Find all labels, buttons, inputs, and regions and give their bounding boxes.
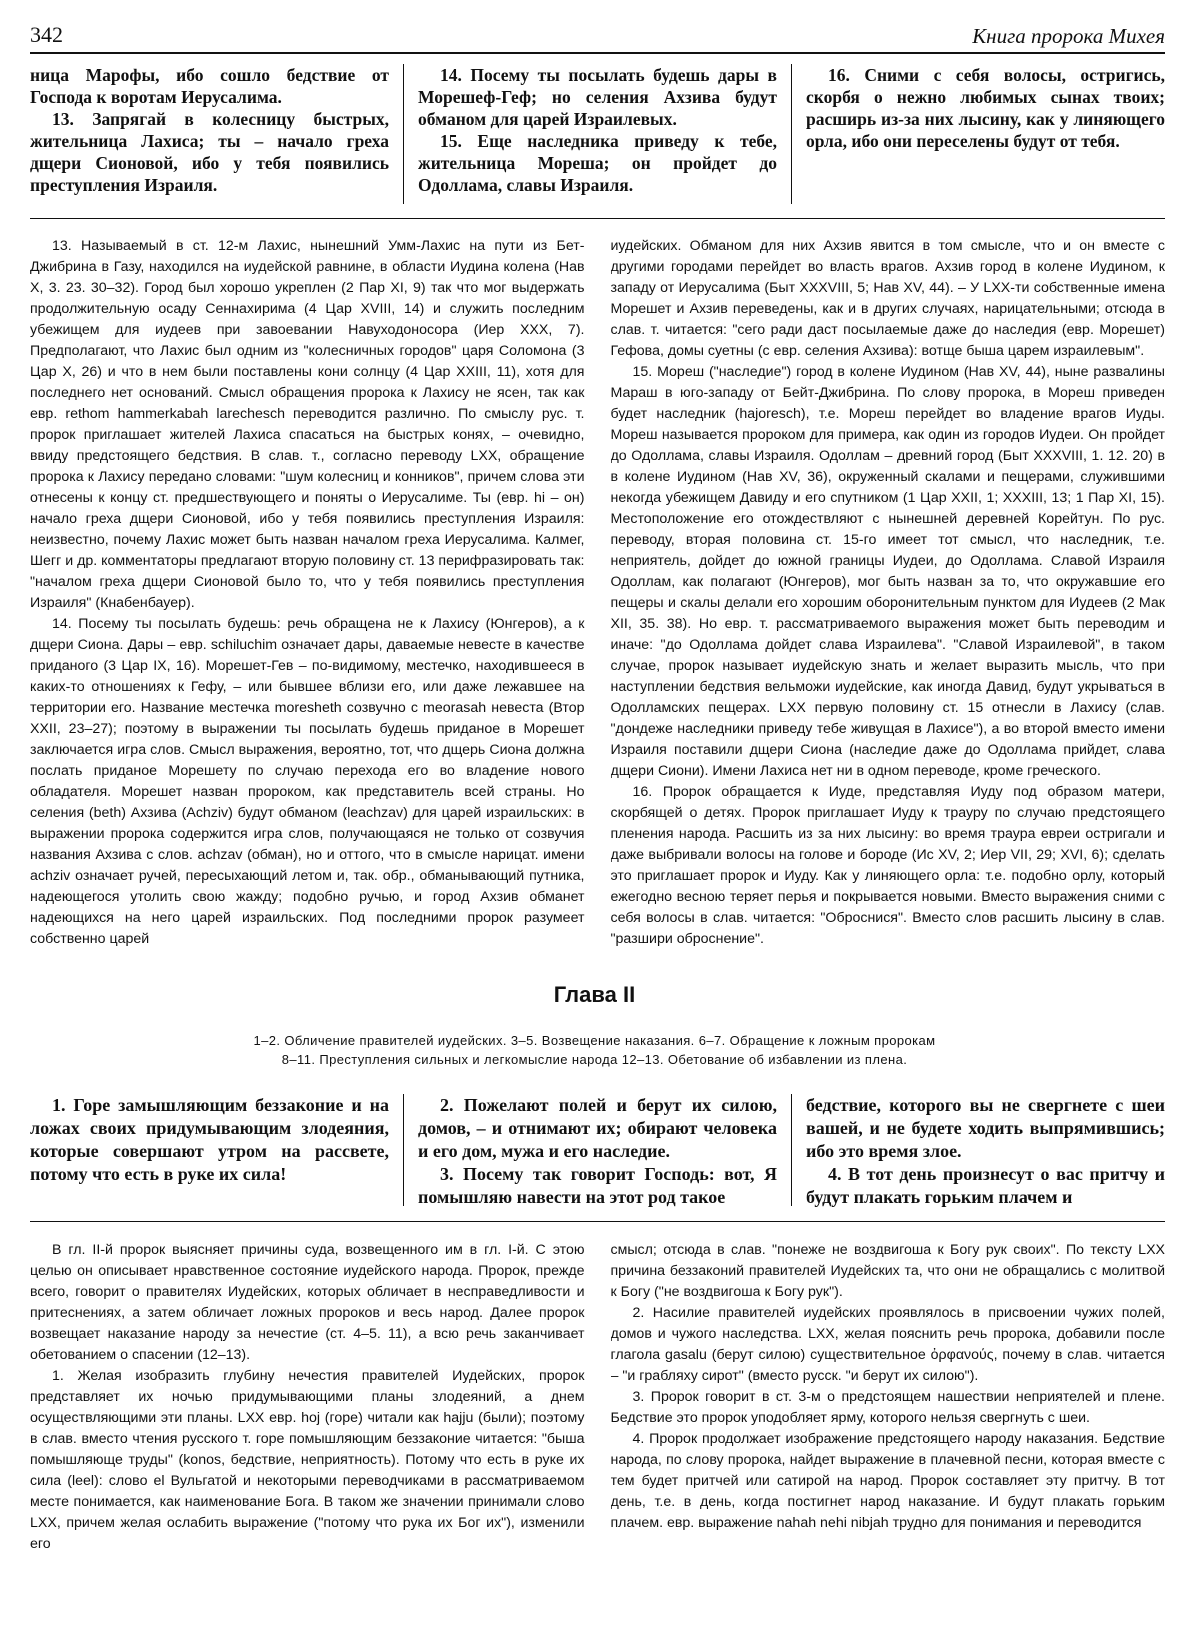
- verse-text: бедствие, которого вы не свергнете с шеи вашей, и не будете ходить выпрямившись; ибо это время злое.: [806, 1095, 1165, 1161]
- verse-text: 2. Пожелают полей и берут их силою, домов, – и отнимают их; обирают человека и его дом, мужа и его наследие.: [418, 1095, 777, 1161]
- commentary-paragraph: 2. Насилие правителей иудейских проявлялось в присвоении чужих полей, домов и чужого наследства. LXX, желая пояснить речь пророка, добавили после глагола gasalu (берут силою) существительное ὀρφανούς, почему в слав. читается – "и грабляху сирот" (вместо русск. "и берут их силою").: [610, 1305, 1165, 1384]
- summary-line: 8–11. Преступления сильных и легкомыслие народа 12–13. Обетование об избавлении из плена.: [281, 1052, 908, 1067]
- page-number: 342: [30, 22, 63, 47]
- chapter-heading: Глава II: [553, 982, 636, 1007]
- commentary-paragraph: В гл. II-й пророк выясняет причины суда, возвещенного им в гл. I-й. С этою целью он описывает нравственное состояние иудейского народа. Пророк, прежде всего, говорит о правителях Иудейских, которых обличает в несправедливости и притеснениях, а затем обличает ложных пророков и весь народ. Далее пророк возвещает наказание народу за нечестие (ст. 4–5. 11), а всю речь заканчивает обетованием о спасении (12–13).: [30, 1242, 585, 1363]
- verse-text: 13. Запрягай в колесницу быстрых, жительница Лахиса; ты – начало греха дщери Сионовой, ибо у тебя появились преступления Израиля.: [30, 109, 389, 195]
- section-divider: [30, 1221, 1165, 1222]
- commentary-paragraph: 15. Мореш ("наследие") город в колене Иудином (Нав XV, 44), ныне развалины Мараш в юго-западу от Бейт-Джибрина. По слову пророка, в Мореш приведен будет наследник (hajoresch), т.е. Мореш перейдет во владение врагов Иуды. Мореш называется пророком для примера, как один из городов Иудеи. Он пройдет до Одоллама, славы Израиля. Одоллам – древний город (Быт XXXVIII, 1. 12. 20) в в колене Иудином (Нав XV, 36), окруженный скалами и пещерами, служившими некогда убежищем Давиду и его спутником (1 Цар XXII, 1; XXXIII, 13; 1 Пар XI, 15). Местоположение его отождествляют с нынешней деревней Корейтун. По рус. переводу, вторая половина ст. 15-го имеет тот смысл, что наследник, т.е. неприятель, дойдет до южной границы Иудеи, до Одоллама. Славой Израиля Одоллам, как полагают (Юнгеров), мог быть назван за то, что окружавшие его пещеры и скалы делали его хорошим оборонительным пунктом для Иудеев (2 Мак XII, 35. 38). Но евр. т. рассматриваемого выражения может быть переводим и иначе: "до Одоллама дойдет слава Израилева". "Славой Израилевой", в таком случае, пророк называет иудейскую знать и желает выразить мысль, что при наступлении бедствия вельможи иудейские, как иногда Давид, будут укрываться в Одолламских пещерах. LXX первую половину ст. 15 отнесли в Лахису (слав. "дондеже наследники приведу тебе живущая в Лахисе"), а во второй вместо имени Израиля поставили дщери Сиона (наследие даже до Одоллама прийдет, слава дщери Сиони). Имени Лахиса нет ни в одном переводе, кроме греческого.: [610, 364, 1165, 779]
- commentary-column-left: [30, 1240, 585, 1628]
- commentary-top: [30, 236, 1165, 956]
- commentary-paragraph: смысл; отсюда в слав. "понеже не воздвигоша к Богу рук своих". По тексту LXX причина беззаконий правителей Иудейских та, что они не обращались с молитвой к Богу ("не воздвигоша к Богу рук").: [610, 1242, 1165, 1300]
- commentary-column-right: [611, 1240, 1166, 1628]
- commentary-paragraph: 13. Называемый в ст. 12-м Лахис, нынешний Умм-Лахис на пути из Бет-Джибрина в Газу, находился на иудейской равнине, в области Иудина колена (Нав X, 3. 23. 30–32). Город был хорошо укреплен (2 Пар XI, 9) так что мог выдержать продолжительную осаду Сеннахирима (4 Цар XVIII, 14) и служить последним убежищем для иудеев при завоевании Навуходоносора (Иер XXX, 7). Предполагают, что Лахис был одним из "колесничных городов" царя Соломона (3 Цар X, 26) и что в нем были поставлены кони солнцу (4 Цар XXIII, 11), хотя для последнего нет оснований. Смысл обращения пророка к Лахису не ясен, так как евр. rethom hammerkabah larechesch переводится различно. По смыслу рус. т. пророк приглашает жителей Лахиса спасаться на быстрых конях, – очевидно, ввиду предстоящего бедствия. В слав. т., согласно переводу LXX, обращение пророка к Лахису передано словами: "шум колесниц и конников", причем слова эти отнесены к концу ст. предшествующего и поняты о Иерусалиме. Ты (евр. hi – он) начало греха дщери Сионовой, ибо у тебя появились преступления Израиля: неизвестно, почему Лахис может быть назван началом греха Иерусалима. Калмег, Шегг и др. комментаторы предлагают вторую половину ст. 13 перифразировать так: "началом греха дщери Сионовой было то, что у тебя появились преступления Израиля" (Кнабенбауер).: [30, 238, 585, 611]
- scripture-verses-bottom: [30, 1094, 1165, 1206]
- verse-text: 4. В тот день произнесут о вас притчу и будут плакать горьким плачем и: [806, 1164, 1165, 1207]
- verse-column-1: [30, 1094, 403, 1206]
- summary-line: 1–2. Обличение правителей иудейских. 3–5. Возвещение наказания. 6–7. Обращение к ложным пророкам: [253, 1033, 936, 1048]
- commentary-column-left: [30, 236, 585, 956]
- commentary-paragraph: 14. Посему ты посылать будешь: речь обращена не к Лахису (Юнгеров), а к дщери Сиона. Дары – евр. schiluchim означает дары, даваемые невесте в качестве приданого (3 Цар IX, 16). Морешет-Гев – по-видимому, местечко, находившееся в каких-то отношениях к Гефу, – или бывшее вблизи его, или даже лежавшее на территории его. Название местечка moresheth созвучно с meorasah невеста (Втор XXII, 23–27); поэтому в выражении ты посылать будешь приданое в Морешет заключается игра слов. Смысл выражения, вероятно, тот, что дщерь Сиона должна послать приданое Морешету по случаю перехода его во владение нового обладателя. Морешет назван пророком, как представитель всей страны. Но селения (beth) Ахзива (Achziv) будут обманом (leachzav) для царей израильских: в выражении пророка содержится игра слов, получающаяся не только от созвучия названия Ахзива с слов. achzav (обман), но и оттого, что в смысле нарицат. имени achziv означает ручей, пересыхающий летом и, так. обр., обманывающий путника, надеющегося утолить свою жажду; подобно ручью, и город Ахзив обманет надеющихся на него царей израильских. Под последними пророк разумеет собственно царей: [30, 616, 585, 947]
- scripture-verses-top: [30, 64, 1165, 204]
- commentary-column-right: [611, 236, 1166, 956]
- commentary-paragraph: 3. Пророк говорит в ст. 3-м о предстоящем нашествии неприятелей и плене. Бедствие это пророк уподобляет ярму, которого нельзя свергнуть с шеи.: [610, 1389, 1165, 1426]
- commentary-bottom: [30, 1240, 1165, 1628]
- verse-column-3: [791, 1094, 1165, 1206]
- verse-column-3: [791, 64, 1165, 204]
- verse-text: ница Марофы, ибо сошло бедствие от Господа к воротам Иерусалима.: [30, 65, 389, 107]
- commentary-paragraph: 4. Пророк продолжает изображение предстоящего народу наказания. Бедствие народа, по слову пророка, найдет выражение в плачевной песни, которая вместе с тем будет притчей или сатирой на народ. Пророк составляет эту притчу. В тот день, т.е. в день, когда постигнет народ наказание. И будут плакать горьким плачем. евр. выражение nahah nehi nibjah трудно для понимания и переводится: [610, 1431, 1165, 1531]
- commentary-paragraph: 16. Пророк обращается к Иуде, представляя Иуду под образом матери, скорбящей о детях. Пророк приглашает Иуду к трауру по случаю предстоящего пленения народа. Расшить из за них лысину: во время траура евреи остригали и даже выбривали волосы на голове и бороде (Ис XV, 2; Иер VII, 29; XVI, 6); сделать это приглашает пророк и Иуду. Как у линяющего орла: т.е. подобно орлу, который ежегодно весною теряет перья и покрывается новыми. Вместо выражения сними с себя волосы в слав. читается: "Обросниcя". Вместо слов расшить лысину в слав. "разшири оброснение".: [610, 784, 1165, 947]
- section-divider: [30, 218, 1165, 219]
- verse-text: 1. Горе замышляющим беззаконие и на ложах своих придумывающим злодеяния, которые совершают утром на рассвете, потому что есть в руке их сила!: [30, 1095, 389, 1184]
- verse-column-2: [403, 64, 791, 204]
- page-header: [30, 22, 1165, 54]
- running-title: Книга пророка Михея: [972, 24, 1165, 48]
- verse-column-1: [30, 64, 403, 204]
- verse-text: 16. Сними с себя волосы, остригись, скорбя о нежно любимых сынах твоих; расширь из-за них лысину, как у линяющего орла, ибо они переселены будут от тебя.: [806, 65, 1165, 151]
- verse-text: 14. Посему ты посылать будешь дары в Морешеф-Геф; но селения Ахзива будут обманом для царей Израилевых.: [418, 65, 777, 129]
- commentary-paragraph: иудейских. Обманом для них Ахзив явится в том смысле, что и он вместе с другими городами перейдет во власть врагов. Ахзив город в колене Иудином, к западу от Иерусалима (Быт XXXVIII, 5; Нав XV, 44). – У LXX-ти собственные имена Морешет и Ахзив переведены, как и в других случаях, нарицательными; отсюда в слав. т. читается: "сего ради даст посылаемые даже до наследия (евр. Морешет) Гефова, домы суетны (с евр. селения Ахзива): вотще быша царем израилевым".: [610, 238, 1165, 359]
- verse-text: 3. Посему так говорит Господь: вот, Я помышляю навести на этот род такое: [418, 1164, 777, 1207]
- commentary-paragraph: 1. Желая изобразить глубину нечестия правителей Иудейских, пророк представляет их ночью придумывающими планы злодеяний, а днем осуществляющими эти планы. LXX евр. hoj (горе) читали как hajju (были); поэтому в слав. вместо чтения русского т. горе помышляющим беззаконие читается: "быша помышляюще труды" (konos, бедствие, неприятность). Потому что есть в руке их сила (leel): слово el Вульгатой и некоторыми переводчиками в рассматриваемом месте понимается, как наименование Бога. В таком же значении принимали слово LXX, причем желая ослабить выражение ("потому что рука их Бог их"), изменили его: [30, 1368, 585, 1552]
- verse-column-2: [403, 1094, 791, 1206]
- chapter-summary: [0, 1031, 1189, 1069]
- verse-text: 15. Еще наследника приведу к тебе, жительница Мореша; он пройдет до Одоллама, славы Израиля.: [418, 131, 777, 195]
